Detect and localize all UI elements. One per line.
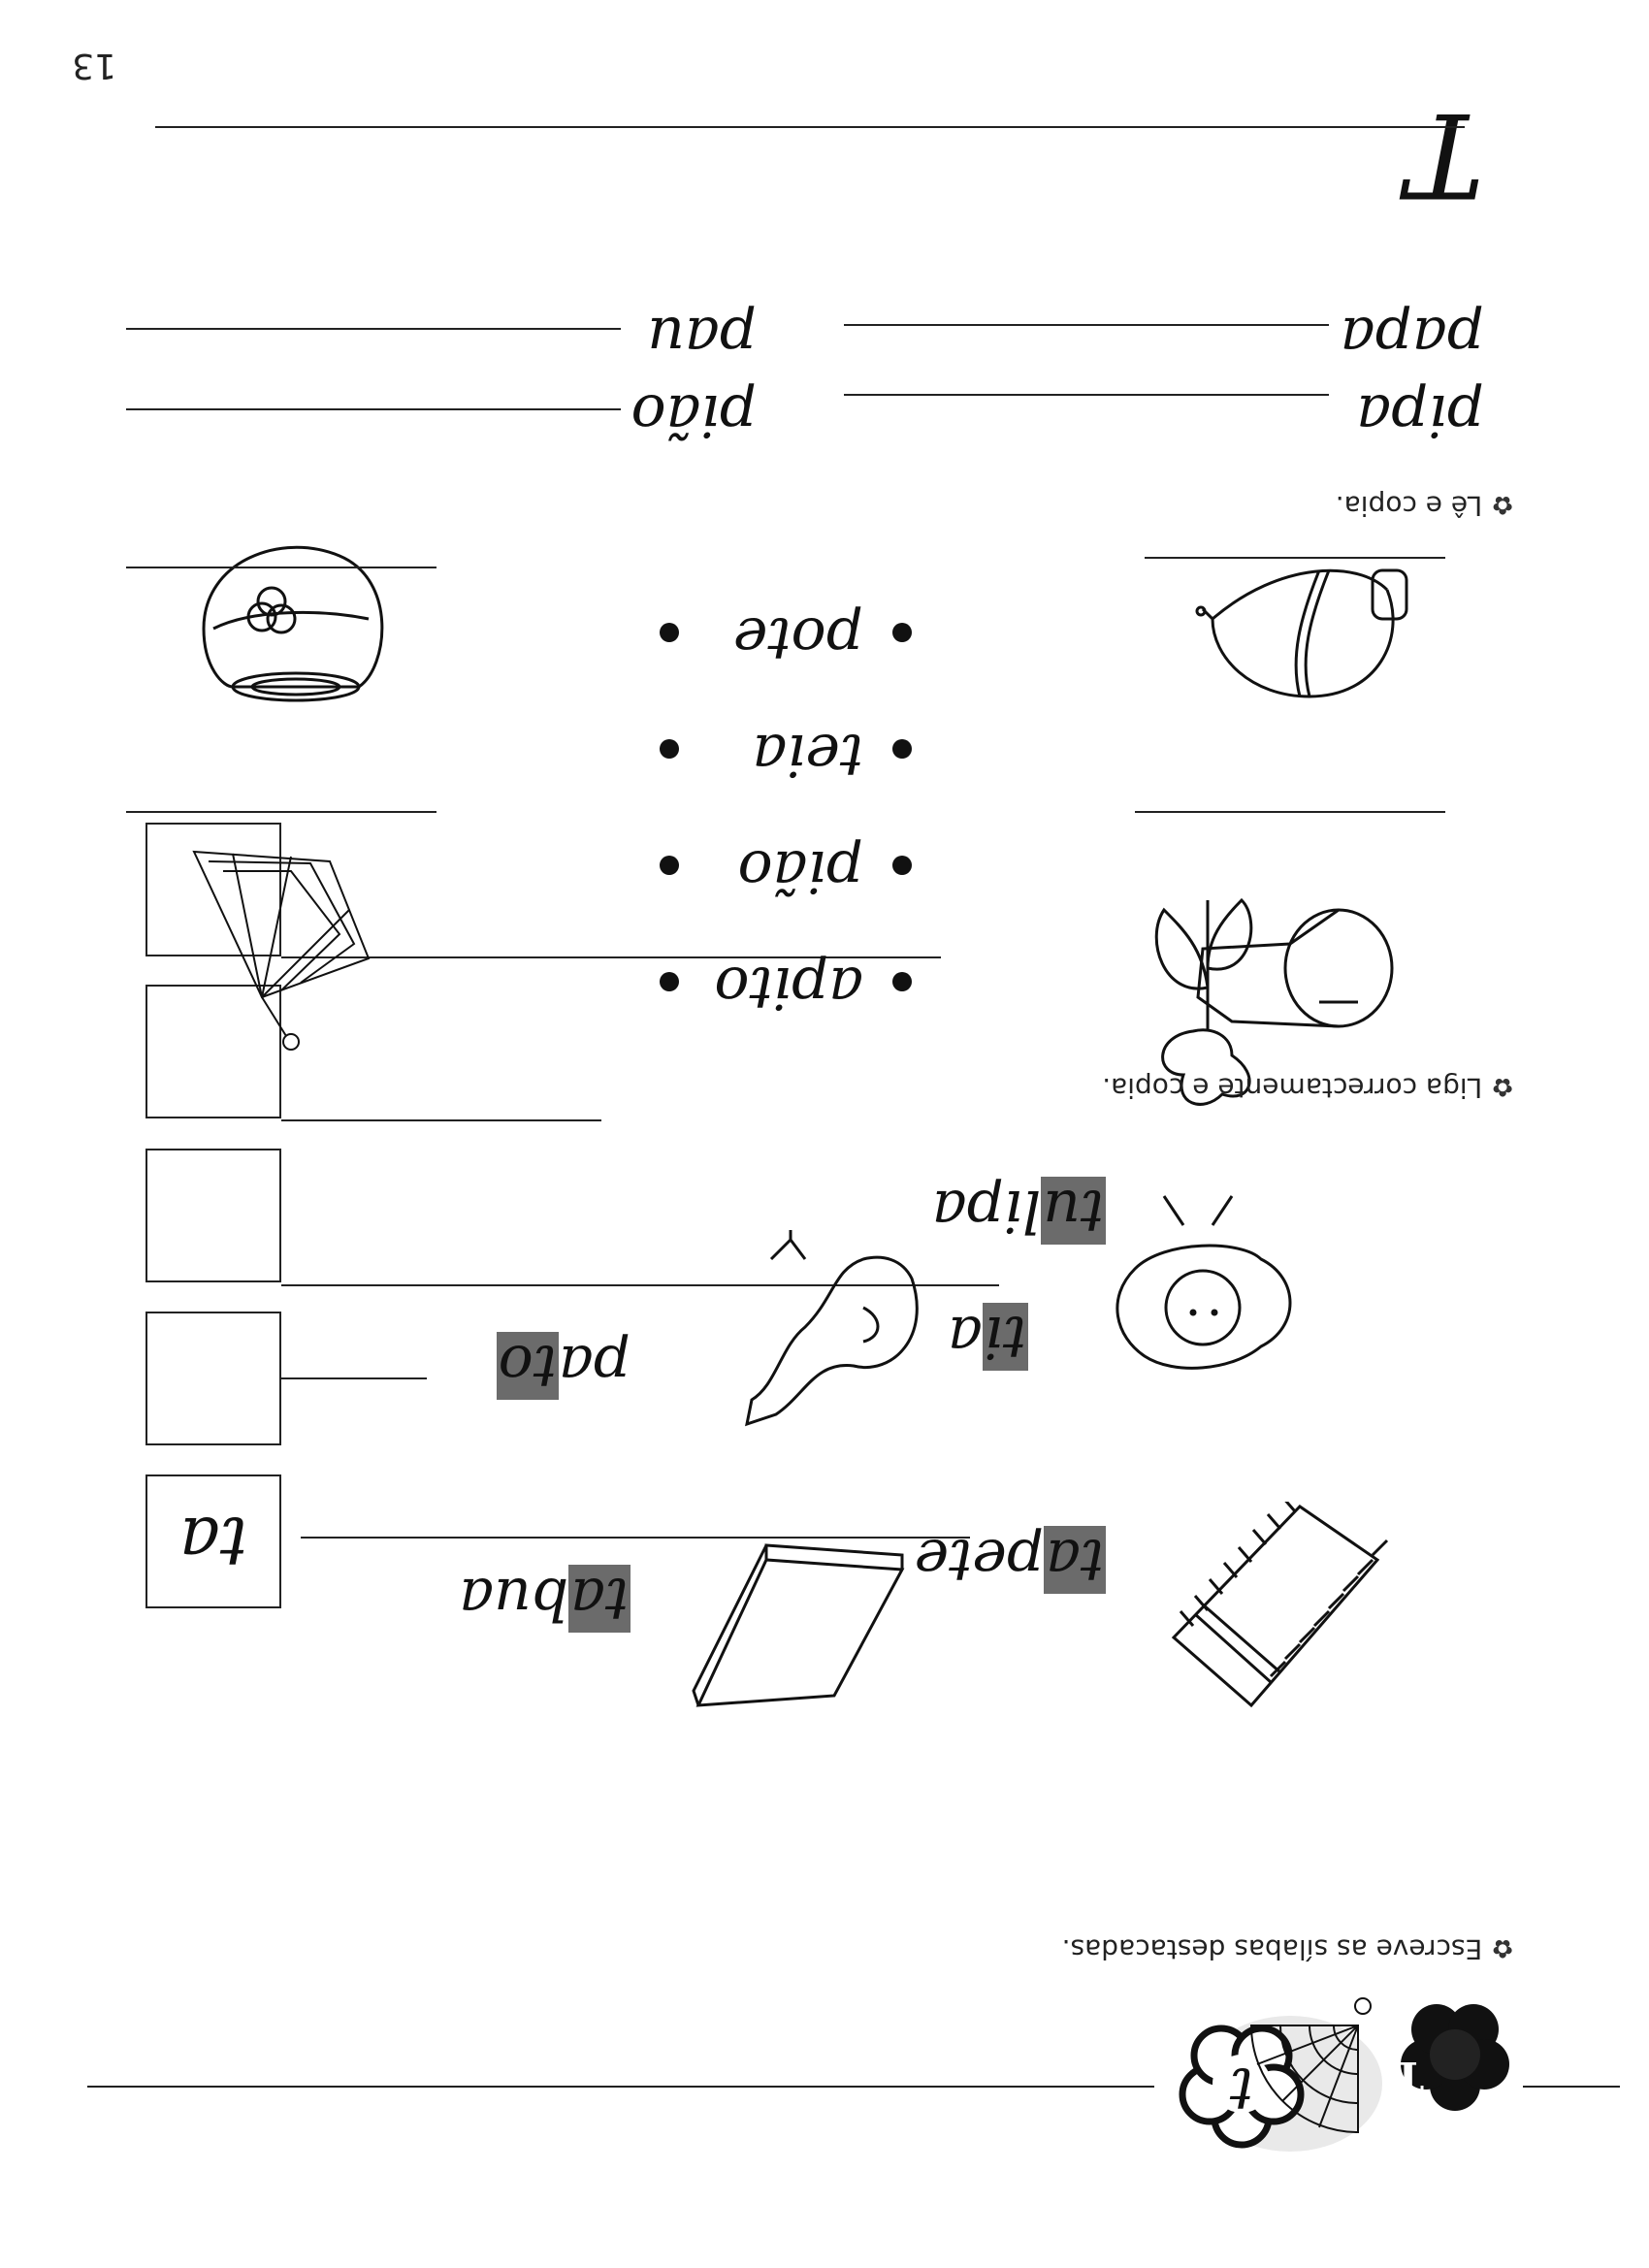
spider-web-picture xyxy=(155,838,388,1055)
aunt-picture xyxy=(1086,1187,1319,1424)
section3-instruction: ✿Lê e copia. xyxy=(1335,490,1513,522)
copy-line-pipa xyxy=(844,394,1329,396)
footer-line xyxy=(155,126,1465,128)
duck-picture xyxy=(728,1226,951,1453)
word-tapete: tapete xyxy=(914,1526,1104,1594)
badge-letter-upper: T xyxy=(1392,2052,1424,2101)
word-pau: pau xyxy=(647,304,757,372)
copy-line-pau xyxy=(126,328,621,330)
left-dot-4[interactable] xyxy=(892,623,912,642)
left-dot-1[interactable] xyxy=(892,972,912,991)
big-letter-t: T xyxy=(1406,86,1484,221)
word-tia: tia xyxy=(947,1303,1026,1371)
right-dot-2[interactable] xyxy=(660,856,679,875)
right-dot-3[interactable] xyxy=(660,739,679,759)
word-apito: apito xyxy=(714,954,863,1021)
flower-bullet-icon: ✿ xyxy=(1492,1933,1513,1962)
word-papa: papa xyxy=(1340,304,1484,372)
word-pipa: pipa xyxy=(1356,381,1484,449)
answer-box-1[interactable]: ta xyxy=(146,1474,281,1608)
answer-line-4 xyxy=(281,1119,601,1121)
whistle-picture xyxy=(1183,896,1397,1055)
flower-bullet-icon: ✿ xyxy=(1492,1072,1513,1101)
right-dot-1[interactable] xyxy=(660,972,679,991)
right-dot-4[interactable] xyxy=(660,623,679,642)
copy-line-4 xyxy=(126,567,436,568)
copy-line-2 xyxy=(126,811,436,813)
word-pote: pote xyxy=(732,604,863,672)
word-piao: pião xyxy=(737,837,863,905)
left-dot-3[interactable] xyxy=(892,739,912,759)
pot-picture xyxy=(165,528,398,726)
header-badge xyxy=(1164,1977,1533,2200)
copy-line-3 xyxy=(1145,557,1445,559)
word-teia: teia xyxy=(752,721,863,789)
carpet-picture xyxy=(1164,1498,1397,1734)
word-tulipa: tulipa xyxy=(931,1177,1104,1245)
word-pato: pato xyxy=(498,1332,630,1400)
left-dot-2[interactable] xyxy=(892,856,912,875)
answer-box-3[interactable] xyxy=(146,1149,281,1282)
copy-line-papa xyxy=(844,324,1329,326)
word-piao-copy: pião xyxy=(630,381,757,449)
copy-line-1 xyxy=(1135,811,1445,813)
header-line-long xyxy=(87,2086,1154,2088)
flower-badge-icon xyxy=(1164,1977,1533,2200)
answer-line-2b xyxy=(281,1377,427,1379)
section2-instruction: ✿Liga correctamente e copia. xyxy=(1102,1072,1513,1104)
page-number: 13 xyxy=(72,46,116,85)
badge-letter-lower: t xyxy=(1229,2055,1253,2122)
answer-box-2[interactable] xyxy=(146,1312,281,1445)
header-line xyxy=(1523,2086,1620,2088)
flower-bullet-icon: ✿ xyxy=(1492,490,1513,519)
board-picture xyxy=(689,1537,912,1715)
section1-instruction: ✿Escreve as sílabas destacadas. xyxy=(1061,1933,1513,1965)
copy-line-piao xyxy=(126,408,621,410)
spinning-top-picture xyxy=(1193,537,1416,735)
word-tabua: tabua xyxy=(459,1565,629,1633)
